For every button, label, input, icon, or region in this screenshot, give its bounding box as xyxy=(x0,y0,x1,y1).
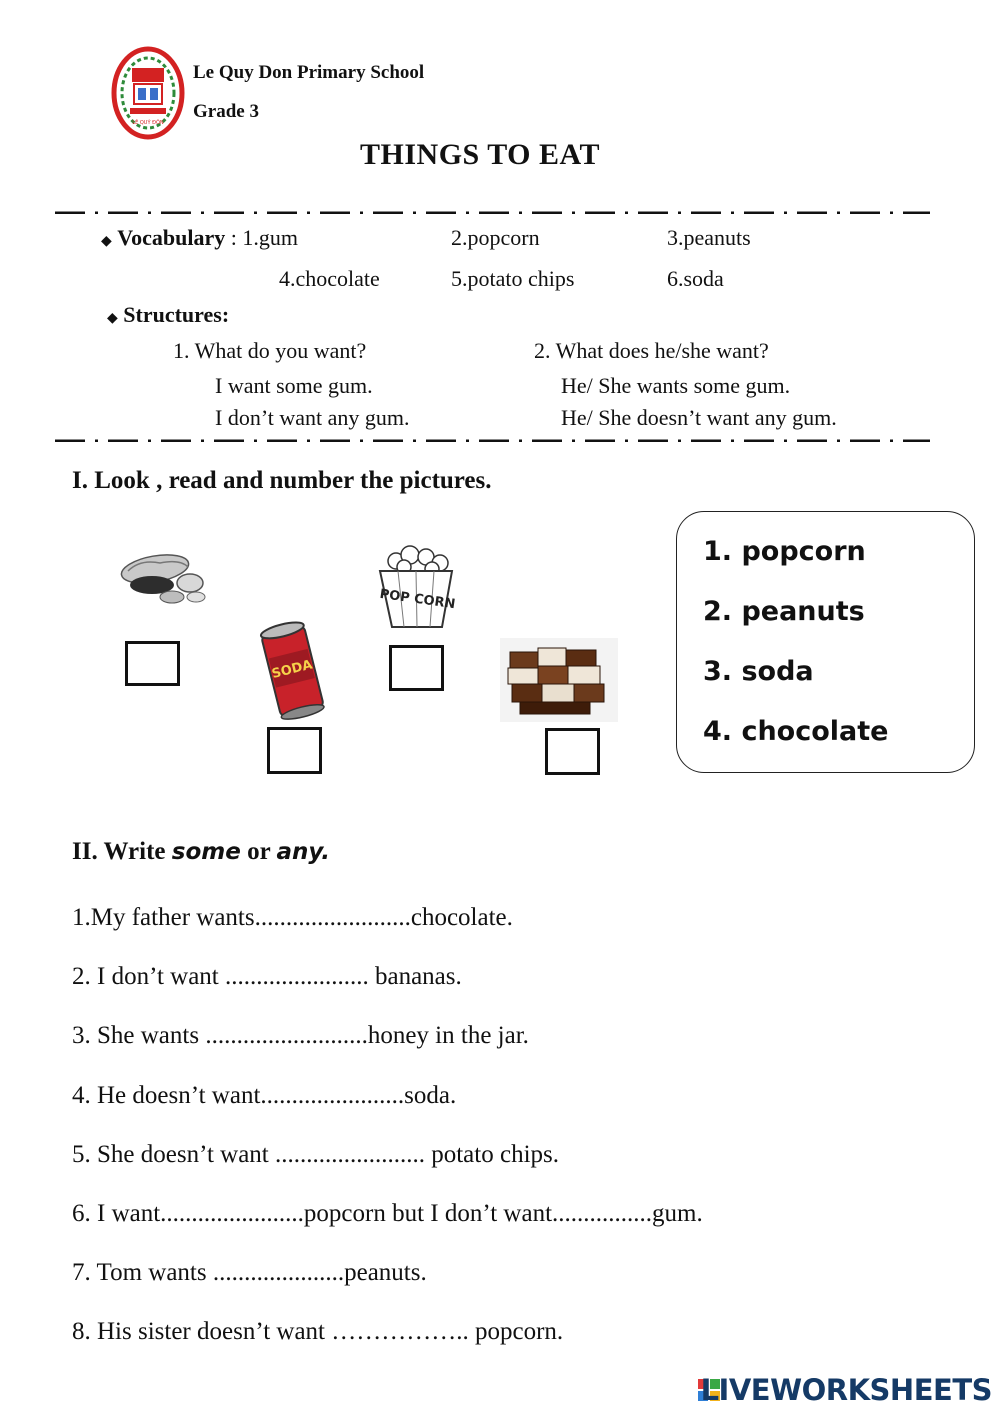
section-2-title: II. Write some or any. xyxy=(72,838,331,865)
vocab-item: 6.soda xyxy=(667,266,724,291)
worksheet-title: THINGS TO EAT xyxy=(360,138,600,171)
structure-answer: I want some gum. xyxy=(215,373,373,398)
chocolate-image xyxy=(500,638,618,722)
section-1-title: I. Look , read and number the pictures. xyxy=(72,467,492,494)
peanuts-image xyxy=(110,545,215,607)
exercise-sentence: 8. His sister doesn’t want …………….. popcorn. xyxy=(72,1318,564,1345)
svg-text:POP CORN: POP CORN xyxy=(378,586,457,613)
answer-box-peanuts[interactable] xyxy=(125,641,180,686)
answer-box-chocolate[interactable] xyxy=(545,728,600,775)
school-name: Le Quy Don Primary School xyxy=(193,62,425,83)
structures-heading: ◆ Structures: xyxy=(107,302,230,327)
diamond-bullet-icon: ◆ xyxy=(107,311,118,326)
structure-answer: He/ She doesn’t want any gum. xyxy=(561,405,837,430)
answer-box-soda[interactable] xyxy=(267,727,322,774)
structure-answer: He/ She wants some gum. xyxy=(561,373,791,398)
exercise-sentence: 7. Tom wants .....................peanuts. xyxy=(72,1259,427,1286)
vocab-item: 5.potato chips xyxy=(451,266,575,291)
structure-answer: I don’t want any gum. xyxy=(215,405,410,430)
liveworksheets-brand[interactable]: LIVEWORKSHEETS xyxy=(700,1373,992,1407)
answer-box-popcorn[interactable] xyxy=(389,645,444,691)
exercise-sentence: 3. She wants ..........................honey in the jar. xyxy=(72,1022,529,1049)
exercise-sentence: 6. I want.......................popcorn but I don’t want................gum. xyxy=(72,1200,703,1227)
structure-question: 1. What do you want? xyxy=(173,338,367,363)
exercise-sentence: 1.My father wants.........................chocolate. xyxy=(72,904,513,931)
word-list-item: 2. peanuts xyxy=(703,596,865,627)
word-list-item: 1. popcorn xyxy=(703,536,866,567)
popcorn-image xyxy=(372,541,464,633)
word-list-item: 3. soda xyxy=(703,656,814,687)
divider-top xyxy=(55,210,930,214)
word-list-item: 4. chocolate xyxy=(703,716,889,747)
vocabulary-row: ◆ Vocabulary : 1.gum xyxy=(101,225,299,250)
exercise-sentence: 2. I don’t want ....................... bananas. xyxy=(72,963,462,990)
vocab-item: 2.popcorn xyxy=(451,225,540,250)
soda-can-image xyxy=(256,617,331,721)
svg-text:SODA: SODA xyxy=(270,657,314,682)
grade-label: Grade 3 xyxy=(193,101,259,122)
divider-bottom xyxy=(55,438,930,442)
structure-question: 2. What does he/she want? xyxy=(534,338,769,363)
exercise-sentence: 5. She doesn’t want ........................ potato chips. xyxy=(72,1141,559,1168)
diamond-bullet-icon: ◆ xyxy=(101,234,112,249)
vocabulary-label: Vocabulary xyxy=(117,225,226,250)
word-list-box xyxy=(676,511,975,773)
vocab-item: 3.peanuts xyxy=(667,225,751,250)
school-logo xyxy=(110,44,186,142)
svg-text:LÊ QUÝ ĐÔN: LÊ QUÝ ĐÔN xyxy=(132,120,164,126)
vocab-item: 1.gum xyxy=(242,225,299,250)
exercise-sentence: 4. He doesn’t want.......................soda. xyxy=(72,1082,457,1109)
vocab-item: 4.chocolate xyxy=(279,266,380,291)
